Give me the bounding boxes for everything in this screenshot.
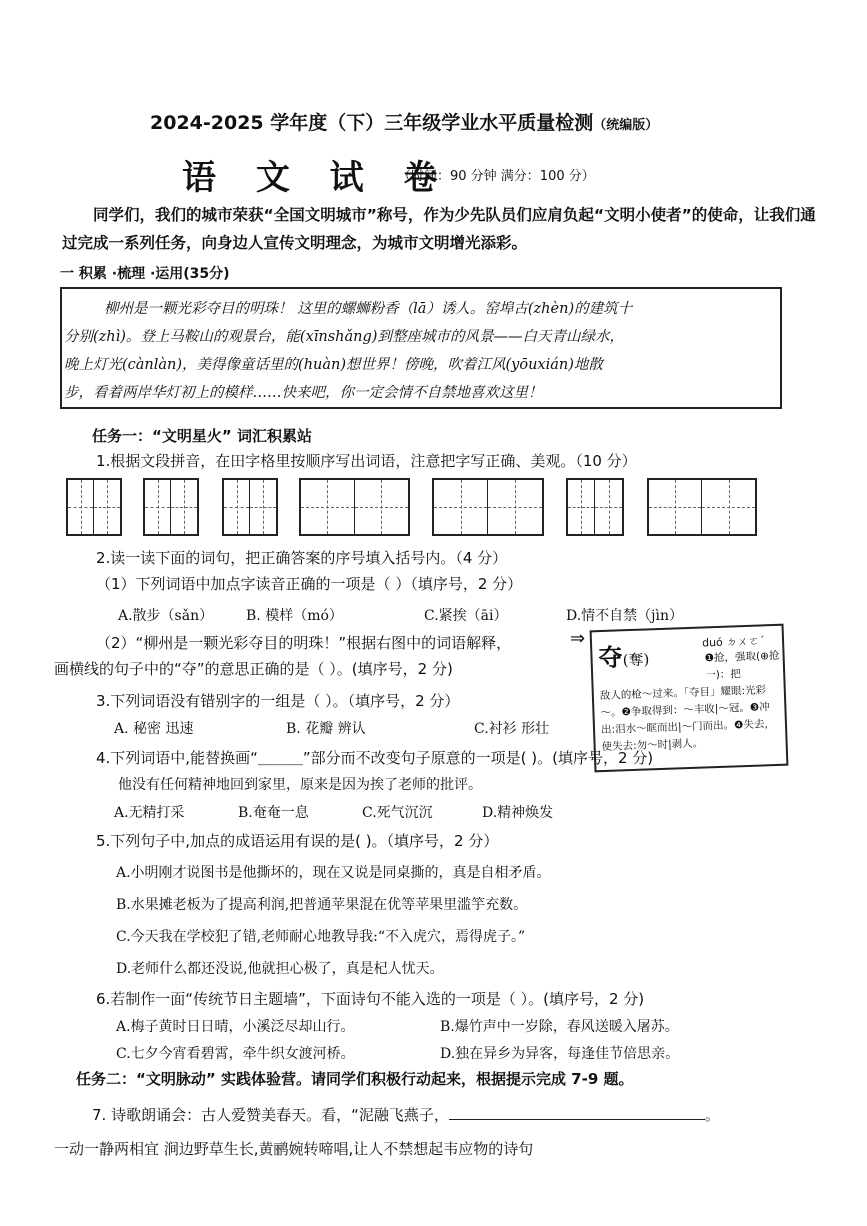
question-1: 1.根据文段拼音，在田字格里按顺序写出词语，注意把字写正确、美观。（10 分）: [96, 452, 637, 470]
option-d: D.情不自禁（jìn）: [566, 608, 684, 624]
option-c: C.死气沉沉: [362, 805, 433, 821]
option-b: B.爆竹声中一岁除，春风送暖入屠苏。: [440, 1019, 679, 1035]
dict-char: 夺: [598, 642, 624, 673]
passage-line: 柳州是一颗光彩夺目的明珠！ 这里的螺蛳粉香（lā）诱人。窑埠古(zhèn)的建筑十: [104, 301, 633, 317]
question-2-1: （1）下列词语中加点字读音正确的一项是（ ）（填序号，2 分）: [96, 575, 523, 593]
exam-edition: （统编版）: [593, 118, 659, 133]
question-2-2-cont: 画横线的句子中的“夺”的意思正确的是（ ）。(填序号，2 分): [54, 660, 453, 678]
passage-line: 步，看着两岸华灯初上的模样……快来吧，你一定会情不自禁地喜欢这里！: [64, 385, 543, 401]
option-d: D.精神焕发: [482, 805, 554, 821]
question-5: 5.下列句子中,加点的成语运用有误的是( )。（填序号，2 分）: [96, 832, 499, 850]
question-3: 3.下列词语没有错别字的一组是（ ）。（填序号，2 分）: [96, 692, 460, 710]
option-c: C.今天我在学校犯了错,老师耐心地教导我:“不入虎穴，焉得虎子。”: [116, 929, 526, 945]
task2-heading: 任务二：“文明脉动” 实践体验营。请同学们积极行动起来，根据提示完成 7-9 题。: [76, 1070, 634, 1088]
option-a: A. 秘密 迅速: [114, 721, 194, 737]
question-7: [92, 1104, 720, 1125]
question-4-sentence: 他没有任何精神地回到家里，原来是因为挨了老师的批评。: [118, 777, 482, 793]
question-7-end: 。: [704, 1106, 720, 1124]
option-d: D.老师什么都还没说,他就担心极了，真是杞人忧天。: [116, 961, 444, 977]
passage-line: 晚上灯光(cànlàn)，美得像童话里的(huàn)想世界！傍晚，吹着江风(yōuxián)地散: [64, 357, 603, 373]
question-2: 2.读一读下面的词句，把正确答案的序号填入括号内。（4 分）: [96, 549, 508, 567]
option-b: B.奄奄一息: [238, 805, 309, 821]
option-a: A.散步（sǎn）: [118, 608, 214, 624]
question-2-2: （2）“柳州是一颗光彩夺目的明珠！”根据右图中的词语解释，: [96, 634, 512, 652]
passage-line: 分别(zhì)。登上马鞍山的观景台，能(xīnshǎng)到整座城市的风景——白天青山绿水，: [64, 329, 624, 345]
question-6: 6.若制作一面“传统节日主题墙”，下面诗句不能入选的一项是（ ）。(填序号，2 分): [96, 990, 645, 1008]
writing-grid[interactable]: [299, 478, 410, 536]
passage-box: [60, 287, 782, 409]
question-7-continued: 一动一静两相宜 涧边野草生长,黄鹂婉转啼唱,让人不禁想起韦应物的诗句: [54, 1140, 534, 1158]
option-a: A.小明刚才说图书是他撕坏的，现在又说是同桌撕的，真是自相矛盾。: [116, 865, 551, 881]
writing-grid[interactable]: [66, 478, 122, 536]
option-d: D.独在异乡为异客，每逢佳节倍思亲。: [440, 1046, 680, 1062]
option-b: B. 模样（mó）: [246, 608, 343, 624]
task1-heading: 任务一：“文明星火” 词汇积累站: [92, 427, 312, 445]
answer-blank[interactable]: [449, 1119, 705, 1120]
question-7-text: 7. 诗歌朗诵会：古人爱赞美春天。看，“泥融飞燕子，: [92, 1106, 449, 1124]
subject-title: 语 文 试 卷: [182, 158, 452, 198]
option-a: A.梅子黄时日日晴，小溪泛尽却山行。: [116, 1019, 355, 1035]
dict-headword: [598, 636, 650, 673]
option-a: A.无精打采: [114, 805, 185, 821]
option-c: C.衬衫 形壮: [474, 721, 550, 737]
arrow-icon: ⇒: [570, 628, 586, 649]
dict-def-1: ❶抢，强取(⊕抢一)：把: [704, 649, 780, 682]
dict-def-2: 敌人的枪～过来。「夺目」耀眼:光彩～。❷争取得到：～丰收|～冠。❸冲出:泪水～眶而出|～门而出。❹失去，使失去:勿～时|剥人。: [599, 684, 776, 754]
writing-grid[interactable]: [143, 478, 199, 536]
intro-text: 同学们，我们的城市荣获“全国文明城市”称号，作为少先队员们应肩负起“文明小使者”的使命，让我们通过完成一系列任务，向身边人宣传文明理念，为城市文明增光添彩。: [62, 206, 816, 252]
writing-grid[interactable]: [647, 478, 757, 536]
question-4: 4.下列词语中,能替换画“＿＿＿”部分而不改变句子原意的一项是( )。(填序号，2 分): [96, 749, 654, 767]
exam-title: [150, 108, 658, 135]
writing-grid[interactable]: [432, 478, 544, 536]
exam-title-main: 2024-2025 学年度（下）三年级学业水平质量检测: [150, 112, 594, 134]
option-c: C.七夕今宵看碧霄，牵牛织女渡河桥。: [116, 1046, 355, 1062]
dict-trad: (奪): [622, 650, 650, 670]
option-b: B.水果摊老板为了提高利润,把普通苹果混在优等苹果里滥竽充数。: [116, 897, 528, 913]
writing-grid[interactable]: [222, 478, 278, 536]
exam-meta: （时间：90 分钟 满分：100 分）: [398, 169, 595, 184]
option-b: B. 花瓣 辨认: [286, 721, 366, 737]
writing-grid[interactable]: [566, 478, 624, 536]
dict-pinyin: duó ㄉㄨㄛˊ: [701, 634, 765, 650]
option-c: C.紧挨（āi）: [424, 608, 508, 624]
section-heading: 一 积累 ·梳理 ·运用(35分): [60, 266, 230, 282]
